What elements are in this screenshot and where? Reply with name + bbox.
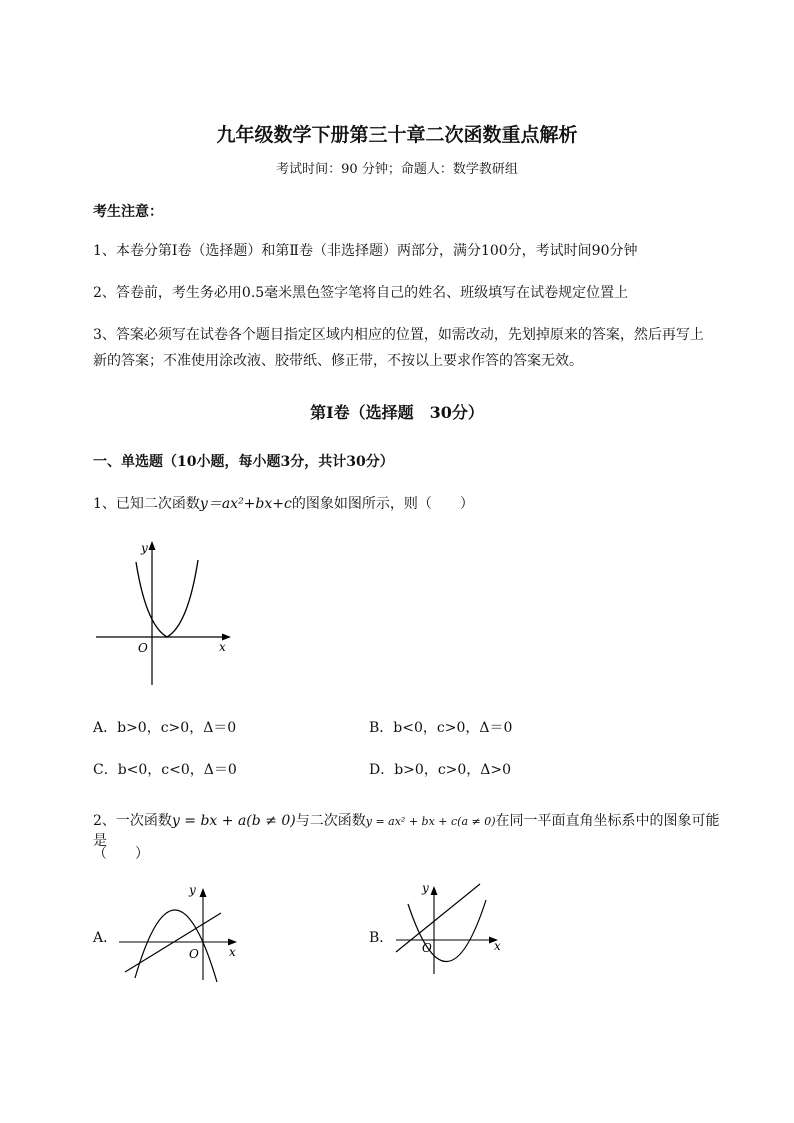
q1-x-label: x bbox=[219, 640, 226, 654]
page-title: 九年级数学下册第三十章二次函数重点解析 bbox=[216, 124, 578, 146]
q1-parabola-curve bbox=[136, 560, 198, 637]
q2a-y-label: y bbox=[189, 883, 196, 897]
q1-option-b[interactable]: B．b<0，c>0，Δ＝0 bbox=[369, 720, 513, 736]
q2b-y-arrow-icon bbox=[431, 886, 438, 895]
part-heading: 一、单选题（10小题，每小题3分，共计30分） bbox=[93, 454, 394, 470]
q2b-y-label: y bbox=[422, 881, 429, 895]
q2a-origin-label: O bbox=[189, 947, 199, 961]
q2-suffix: 在同一平面直角坐标系中的图象可能是 bbox=[93, 813, 720, 849]
q2-option-a-graph[interactable] bbox=[115, 880, 245, 985]
notice-heading: 考生注意： bbox=[93, 204, 163, 220]
q2a-parabola-curve bbox=[135, 910, 217, 982]
q2-formula-1: y = bx + a(b ≠ 0) bbox=[171, 813, 296, 829]
section-title: 第Ⅰ卷（选择题 30分） bbox=[310, 403, 484, 422]
q2-option-b-graph[interactable] bbox=[392, 876, 512, 976]
notice-item-3: 3、答案必须写在试卷各个题目指定区域内相应的位置，如需改动，先划掉原来的答案，然后再写上新的答案；不准使用涂改液、胶带纸、修正带，不按以上要求作答的答案无效。 bbox=[93, 327, 704, 369]
q1-option-c[interactable]: C．b<0，c<0，Δ＝0 bbox=[93, 762, 237, 778]
q1-option-d[interactable]: D．b>0，c>0，Δ>0 bbox=[369, 762, 512, 778]
q2-option-a-label[interactable]: A． bbox=[93, 930, 118, 946]
question-2 bbox=[93, 810, 733, 850]
q2-formula-2: y = ax² + bx + c(a ≠ 0) bbox=[365, 815, 496, 828]
q2-answer-paren: （ ） bbox=[93, 846, 149, 862]
notice-item-1: 1、本卷分第Ⅰ卷（选择题）和第Ⅱ卷（非选择题）两部分，满分100分，考试时间90分钟 bbox=[93, 243, 638, 259]
question-1 bbox=[93, 493, 474, 513]
q2b-line bbox=[396, 884, 480, 952]
q1-parabola-graph bbox=[92, 535, 237, 690]
q2a-x-label: x bbox=[229, 945, 236, 959]
exam-info: 考试时间：90 分钟；命题人：数学教研组 bbox=[276, 162, 518, 177]
notice-item-2: 2、答卷前，考生务必用0.5毫米黑色签字笔将自己的姓名、班级填写在试卷规定位置上 bbox=[93, 285, 629, 301]
q1-y-arrow-icon bbox=[149, 541, 156, 550]
q2b-x-label: x bbox=[494, 939, 501, 953]
q2-prefix: 2、一次函数 bbox=[93, 813, 172, 829]
q1-y-label: y bbox=[141, 541, 148, 555]
q2-middle: 与二次函数 bbox=[295, 813, 366, 829]
q1-option-a[interactable]: A．b>0，c>0，Δ＝0 bbox=[93, 720, 237, 736]
q1-origin-label: O bbox=[138, 641, 148, 655]
q2b-origin-label: O bbox=[422, 941, 432, 955]
q2b-parabola-curve bbox=[408, 900, 486, 962]
q1-suffix: 的图象如图所示，则（ ） bbox=[291, 496, 474, 512]
q1-formula: y＝ax²+bx+c bbox=[199, 496, 292, 512]
q2-option-b-label[interactable]: B． bbox=[369, 930, 394, 946]
q2a-y-arrow-icon bbox=[200, 888, 207, 897]
q1-prefix: 1、已知二次函数 bbox=[93, 496, 200, 512]
